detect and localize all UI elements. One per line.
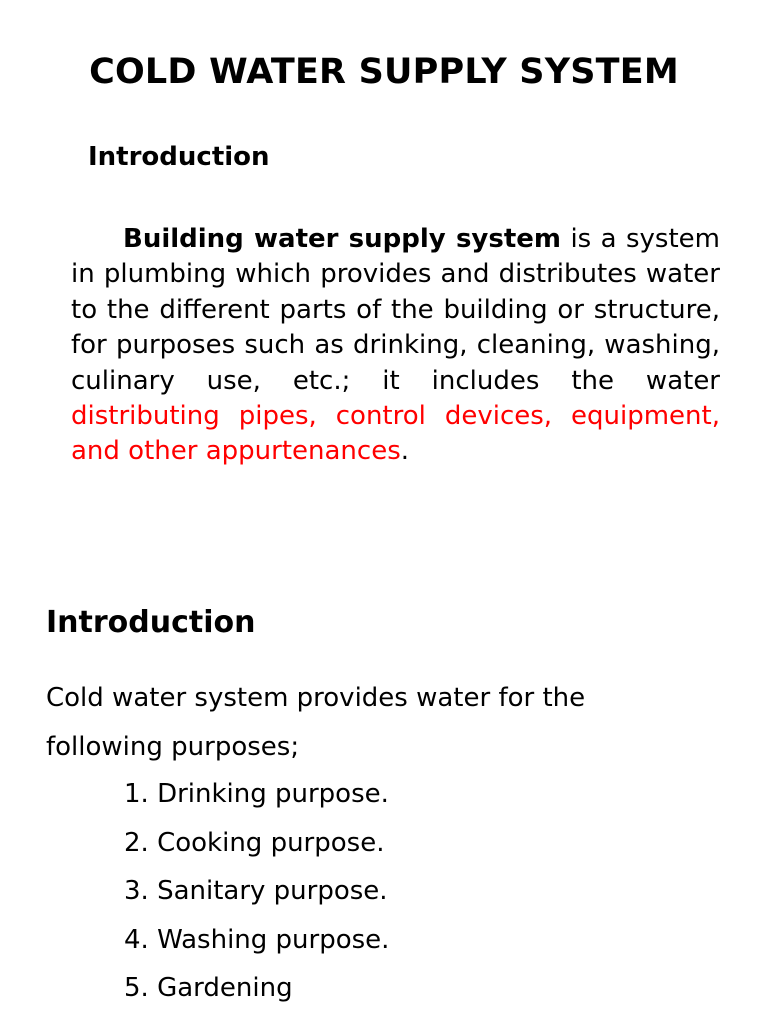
section-heading-introduction-2: Introduction xyxy=(46,605,256,640)
section-heading-introduction-1: Introduction xyxy=(88,142,270,172)
paragraph-text: is a system in plumbing which provides and distributes water to the different parts of the building or structure, for purposes such as drinking, cleaning, washing, culinary use, etc.; it includes the water xyxy=(71,224,720,396)
highlighted-text: distributing pipes, control devices, equipment, and other appurtenances xyxy=(71,401,720,467)
purpose-item-drinking: 1. Drinking purpose. xyxy=(124,779,389,809)
intro-paragraph xyxy=(71,222,720,470)
purpose-item-gardening: 5. Gardening xyxy=(124,973,293,1003)
paragraph-end-punctuation: . xyxy=(400,436,410,467)
purpose-list xyxy=(124,770,389,1013)
purpose-item-sanitary: 3. Sanitary purpose. xyxy=(124,876,388,906)
lead-line-1: Cold water system provides water for the xyxy=(46,683,586,713)
lead-line-2: following purposes; xyxy=(46,731,300,762)
defined-term: Building water supply system xyxy=(123,224,562,254)
purposes-lead-text xyxy=(46,674,726,771)
purpose-item-washing: 4. Washing purpose. xyxy=(124,924,390,955)
purpose-item-cooking: 2. Cooking purpose. xyxy=(124,827,385,858)
page-title: COLD WATER SUPPLY SYSTEM xyxy=(89,52,679,92)
